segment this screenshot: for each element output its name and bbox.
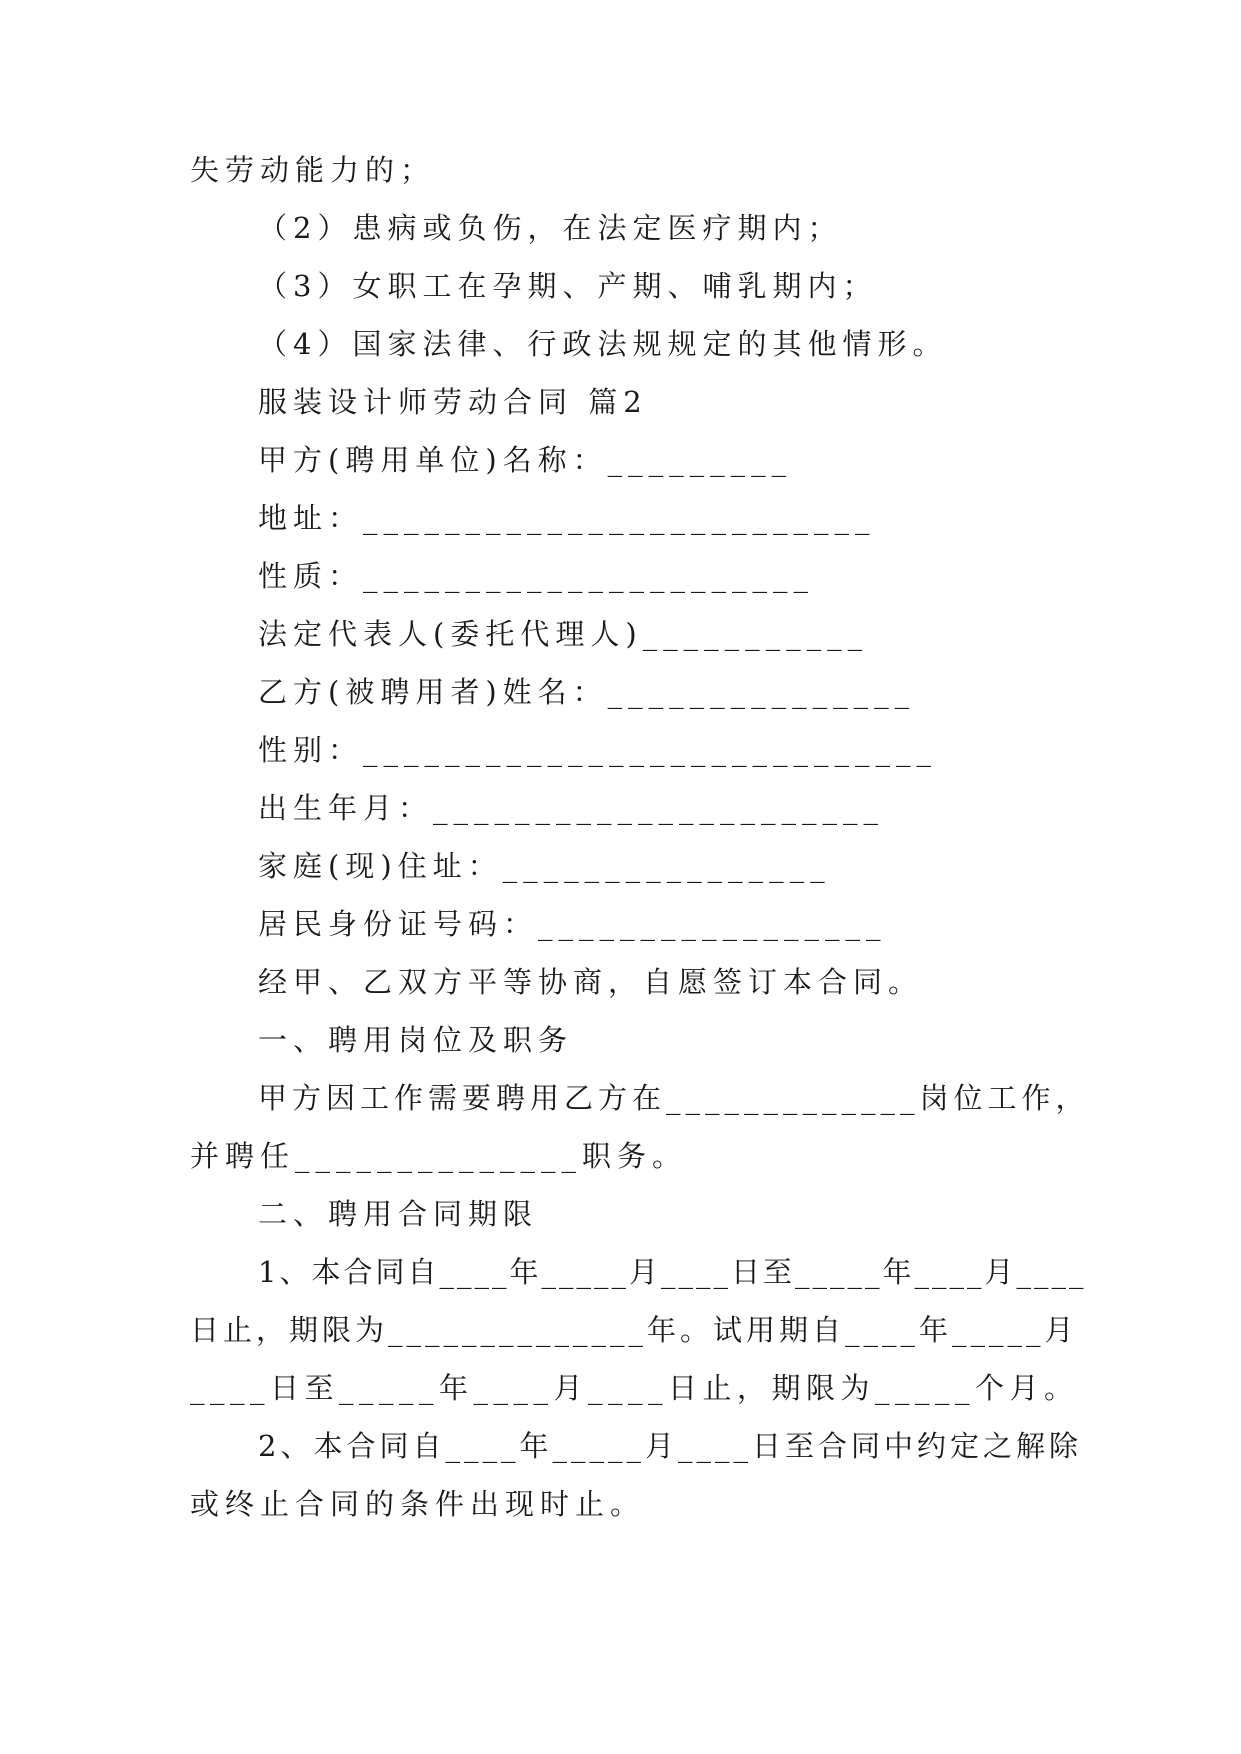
text-line: 性质：______________________ bbox=[258, 559, 815, 593]
text-line: 甲方(聘用单位)名称：_________ bbox=[258, 443, 793, 477]
text-line: 1、本合同自____年_____月____日至_____年____月____ bbox=[258, 1255, 1087, 1289]
text-line: （4）国家法律、行政法规规定的其他情形。 bbox=[258, 327, 948, 361]
text-line: 家庭(现)住址：________________ bbox=[258, 849, 831, 883]
text-line: 地址：_________________________ bbox=[258, 501, 876, 535]
text-line: 法定代表人(委托代理人)___________ bbox=[258, 617, 869, 651]
text-line: 性别：____________________________ bbox=[258, 733, 938, 767]
text-line: 出生年月：______________________ bbox=[258, 791, 885, 825]
text-line: 居民身份证号码：_________________ bbox=[258, 907, 887, 941]
section-heading: 服装设计师劳动合同 篇2 bbox=[258, 385, 648, 419]
text-line: 2、本合同自____年_____月____日至合同中约定之解除 bbox=[258, 1429, 1082, 1463]
text-line: 乙方(被聘用者)姓名：_______________ bbox=[258, 675, 916, 709]
text-line: 或终止合同的条件出现时止。 bbox=[190, 1487, 646, 1521]
text-line: （2）患病或负伤，在法定医疗期内； bbox=[258, 211, 843, 245]
text-line: 甲方因工作需要聘用乙方在_____________岗位工作， bbox=[258, 1081, 1090, 1115]
text-line: 日止，期限为______________年。试用期自____年_____月 bbox=[190, 1313, 1078, 1347]
text-line: 失劳动能力的； bbox=[190, 153, 436, 187]
text-line: 经甲、乙双方平等协商，自愿签订本合同。 bbox=[258, 965, 924, 999]
section-heading: 一、聘用岗位及职务 bbox=[258, 1023, 574, 1057]
text-line: 并聘任______________职务。 bbox=[190, 1139, 688, 1173]
text-line: （3）女职工在孕期、产期、哺乳期内； bbox=[258, 269, 878, 303]
text-line: ____日至_____年____月____日止，期限为_____个月。 bbox=[190, 1371, 1079, 1405]
section-heading: 二、聘用合同期限 bbox=[258, 1197, 539, 1231]
